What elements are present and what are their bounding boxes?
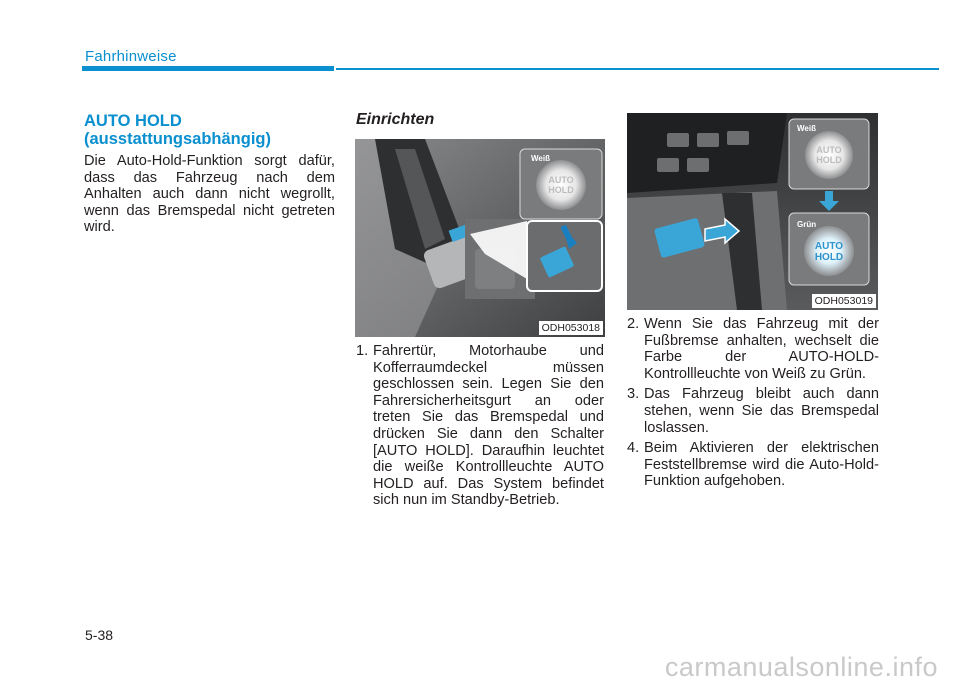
list-item [627, 440, 879, 490]
intro-paragraph: Die Auto-Hold-Funktion sorgt dafür, dass das Fahrzeug nach dem Anhalten auch dann nicht wegrollt, wenn das Bremspedal nicht getreten wird. [84, 153, 335, 236]
watermark: carmanualsonline.info [664, 652, 938, 682]
white-label-2: Weiß [797, 124, 816, 133]
step-number: 1. [356, 343, 369, 359]
auto-hold-heading [84, 112, 334, 148]
badge-green-line-1: AUTO [814, 241, 844, 252]
step-number: 3. [627, 386, 640, 403]
steps-list-1 [356, 343, 604, 513]
white-label-1: Weiß [531, 154, 550, 163]
figure-brake-pedal [627, 113, 878, 310]
figure-code-2: ODH053019 [812, 294, 876, 308]
list-item [356, 343, 604, 509]
list-item [627, 316, 879, 382]
page-number: 5-38 [85, 627, 114, 643]
step-text: Beim Aktivieren der elektrischen Feststellbremse wird die Auto-Hold-Funktion aufgehoben. [644, 440, 879, 490]
heading-line-1: AUTO HOLD [84, 112, 182, 130]
heading-line-2: (ausstattungsabhängig) [84, 130, 272, 148]
subheading-einrichten: Einrichten [356, 111, 435, 128]
step-number: 4. [627, 440, 640, 457]
figure-console-switch [355, 139, 605, 337]
step-number: 2. [627, 316, 640, 332]
green-label: Grün [797, 220, 817, 229]
figure-code-1: ODH053018 [539, 321, 603, 335]
list-item [627, 386, 879, 436]
header-rule-thick [82, 66, 334, 71]
pedal-illustration [627, 113, 878, 310]
steps-list-2 [627, 316, 879, 494]
header-rule-thin [336, 68, 939, 70]
step-text: Das Fahrzeug bleibt auch dann stehen, wenn Sie das Bremspedal loslassen. [644, 386, 879, 436]
step-text: Fahrertür, Motorhaube und Kofferraumdeckel müssen geschlossen sein. Legen Sie den Fahrersicherheitsgurt an oder treten Sie das Bremspedal und drücken Sie dann den Schalter [AUTO HOLD]. Daraufhin leuchtet die weiße Kontrollleuchte AUTO HOLD auf. Das System befindet sich nun im Standby-Betrieb. [373, 343, 604, 509]
badge-white-line-2-fig2: HOLD [816, 155, 842, 165]
step-text: Wenn Sie das Fahrzeug mit der Fußbremse anhalten, wechselt die Farbe der AUTO-HOLD-Kontrollleuchte von Weiß zu Grün. [644, 316, 879, 382]
badge-white-line-1: AUTO [548, 175, 574, 185]
section-title: Fahrhinweise [85, 48, 177, 65]
badge-white-line-1-fig2: AUTO [816, 145, 842, 155]
console-illustration [355, 139, 605, 337]
badge-green-line-2: HOLD [814, 252, 844, 263]
badge-white-line-2: HOLD [548, 185, 574, 195]
